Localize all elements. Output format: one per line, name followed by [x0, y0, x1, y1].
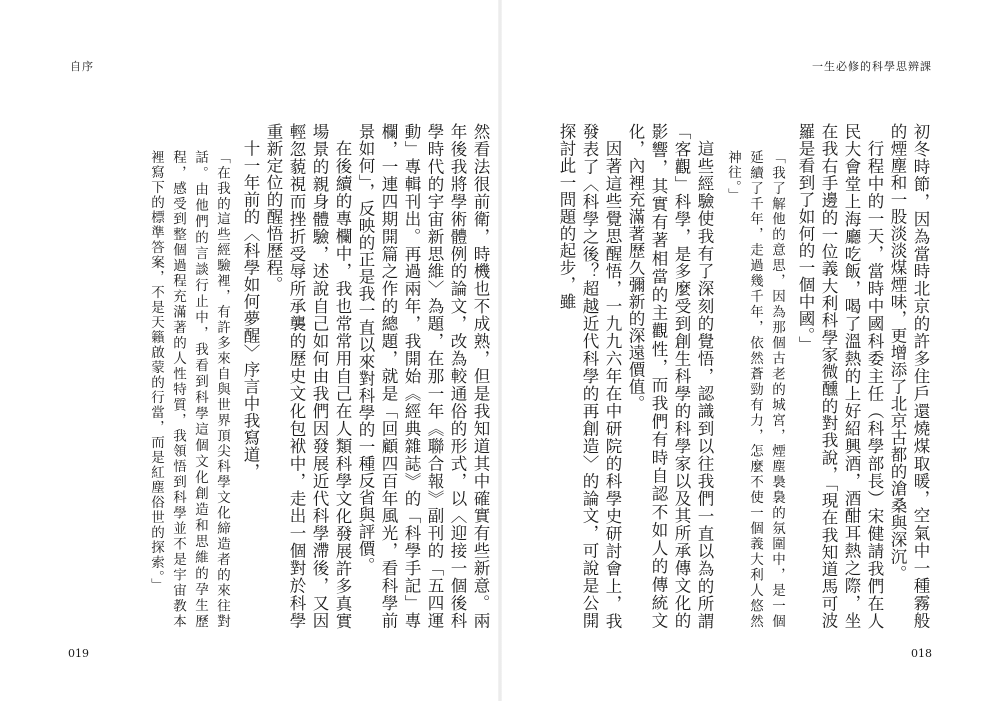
- paragraph: 在後續的專欄中，我也常常用自己在人類科學文化發展許多真實場景的親身體驗，述說自己如何由我們因發展近代科學滯後，又因輕忽藐視而挫折受辱所承襲的歷史文化包袱中，走出一個對於科學重新定位的醒悟歷程。: [264, 123, 352, 629]
- right-page-body: [540, 123, 932, 629]
- page-number-left: 019: [68, 647, 89, 660]
- running-header-left: 自序: [70, 60, 94, 73]
- page-number-right: 018: [911, 647, 932, 660]
- paragraph: 十一年前的〈科學如何夢醒〉序言中我寫道，: [241, 139, 260, 480]
- left-page-body: [100, 123, 492, 629]
- running-header-right: 一生必修的科學思辨課: [812, 60, 932, 73]
- block-quote: 「在我的這些經驗裡，有許多來自與世界頂尖科學文化締造者的來往對話。由他們的言談行止中，我看到科學這個文化創造和思維的孕生歷程，感受到整個過程充滿著的人性特質，我領悟到科學並不是宇宙教本裡寫下的標準答案，不是天籟啟蒙的行當，而是紅塵俗世的探索。」: [148, 150, 230, 629]
- block-quote: 「我了解他的意思，因為那個古老的城宮，煙塵裊裊的氛圍中，是一個延續了千年，走過幾千年，依然蒼勁有力，怎麼不使一個義大利人悠然神往。」: [725, 150, 785, 629]
- paragraph: 行程中的一天，當時中國科委主任（科學部長）宋健請我們在人民大會堂上海廳吃飯，喝了溫熱的上好紹興酒，酒酣耳熱之際，坐在我右手邊的一位義大利科學家微醺的對我說，「現在我知道馬可波羅是看到了如何的一個中國。」: [796, 123, 884, 629]
- book-gutter: [498, 0, 502, 701]
- paragraph: 這些經驗使我有了深刻的覺悟，認識到以往我們一直以為的所謂「客觀」科學，是多麼受到創生科學的科學家以及其所承傳文化的影響，其實有著相當的主觀性，而我們有時自認不如人的傳統文化，內裡充滿著歷久彌新的深遠價值。: [626, 123, 714, 629]
- paragraph: 初冬時節，因為當時北京的許多住戶還燒煤取暖，空氣中一種霧般的煙塵和一股淡淡煤煙味，更增添了北京古都的滄桑與深沉。: [888, 123, 930, 629]
- paragraph: 因著這些覺思醒悟，一九九六年在中研院的科學史研討會上，我發表了〈科學之後？超越近代科學的再創造〉的論文，可說是公開探討此一問題的起步，雖: [557, 123, 622, 629]
- paragraph: 然看法很前衛，時機也不成熟，但是我知道其中確實有些新意。兩年後我將學術體例的論文，改為較通俗的形式，以〈迎接一個後科學時代的宇宙新思維〉為題，在那一年《聯合報》副刊的「五四運動」專輯刊出。再過兩年，我開始《經典雜誌》的「科學手記」專欄，一連四期開篇之作的總題，就是「回顧四百年風光，看科學前景如何」，反映的正是我一直以來對科學的一種反省與評價。: [356, 123, 490, 629]
